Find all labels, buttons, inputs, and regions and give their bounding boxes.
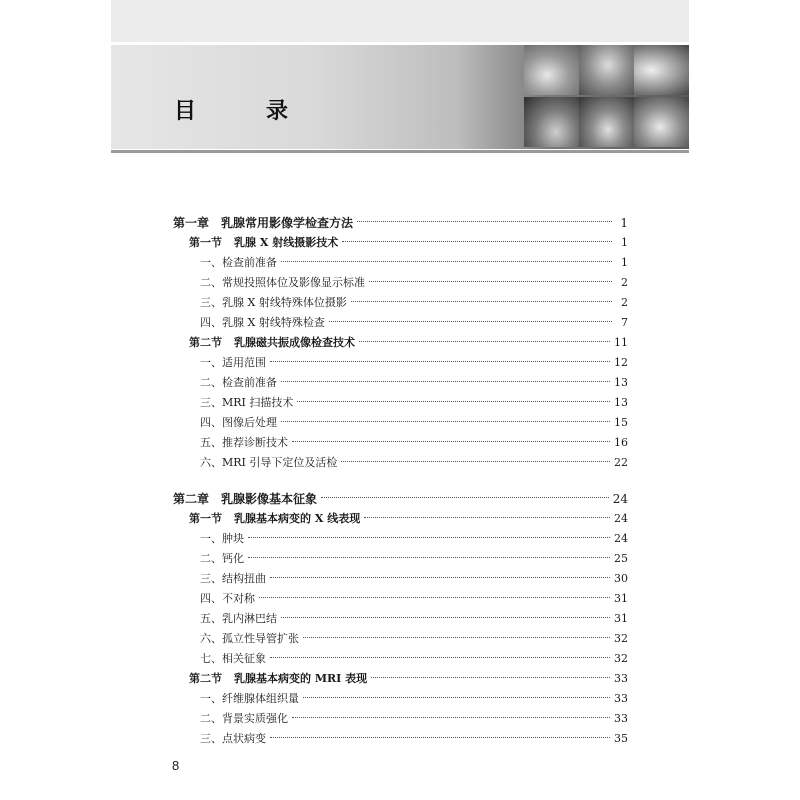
dot-leader xyxy=(342,240,612,242)
toc-entry-title: 二、背景实质强化 xyxy=(200,712,288,725)
toc-item-entry[interactable] xyxy=(173,589,628,609)
toc-entry-title: 四、图像后处理 xyxy=(200,416,277,429)
toc-entry-label xyxy=(200,353,266,373)
toc-entry-title: 二、检查前准备 xyxy=(200,376,277,389)
toc-section-entry[interactable] xyxy=(173,509,628,529)
toc-entry-title: 一、肿块 xyxy=(200,532,244,545)
toc-entry-title: 乳腺影像基本征象 xyxy=(221,492,318,506)
toc-entry-label xyxy=(200,453,337,473)
toc-item-entry[interactable] xyxy=(173,549,628,569)
toc-entry-page-number: 31 xyxy=(614,592,628,605)
toc-entry-title: 一、检查前准备 xyxy=(200,256,277,269)
dot-leader xyxy=(351,300,612,302)
mammogram-image xyxy=(634,45,689,95)
toc-entry-label xyxy=(200,549,244,569)
dot-leader xyxy=(292,716,610,718)
toc-entry-label xyxy=(189,669,367,689)
dot-leader xyxy=(364,516,610,518)
toc-entry-title: 一、适用范围 xyxy=(200,356,266,369)
toc-entry-title: 七、相关征象 xyxy=(200,652,266,665)
dot-leader xyxy=(281,380,610,382)
dot-leader xyxy=(270,736,610,738)
toc-entry-page-number: 22 xyxy=(614,456,628,469)
breast-mri-image xyxy=(524,97,582,147)
toc-entry-label xyxy=(189,333,355,353)
toc-entry-number: 第一节 xyxy=(189,512,222,525)
toc-entry-label xyxy=(200,689,299,709)
toc-item-entry[interactable] xyxy=(173,569,628,589)
toc-entry-page-number: 2 xyxy=(621,296,628,309)
toc-entry-label xyxy=(200,729,266,749)
toc-entry-page-number: 35 xyxy=(614,732,628,745)
toc-entry-number: 第一章 xyxy=(173,216,210,230)
toc-entry-label xyxy=(200,413,277,433)
toc-entry-title: 三、乳腺 X 射线特殊体位摄影 xyxy=(200,296,347,309)
mammography-images-strip xyxy=(524,45,689,149)
chapter-spacer xyxy=(173,473,628,489)
toc-entry-label xyxy=(200,253,277,273)
toc-entry-title: 二、常规投照体位及影像显示标准 xyxy=(200,276,365,289)
toc-item-entry[interactable] xyxy=(173,453,628,473)
toc-entry-title: 乳腺基本病变的 X 线表现 xyxy=(234,512,361,525)
toc-entry-label xyxy=(200,589,255,609)
toc-entry-page-number: 24 xyxy=(614,532,628,545)
toc-entry-label xyxy=(200,709,288,729)
toc-entry-page-number: 32 xyxy=(614,652,628,665)
toc-item-entry[interactable] xyxy=(173,293,628,313)
toc-chapter-entry[interactable] xyxy=(173,213,628,233)
dot-leader xyxy=(297,400,610,402)
toc-entry-page-number: 13 xyxy=(614,396,628,409)
toc-entry-label xyxy=(200,293,347,313)
dot-leader xyxy=(270,656,610,658)
toc-entry-title: 三、MRI 扫描技术 xyxy=(200,396,294,409)
toc-chapter-entry[interactable] xyxy=(173,489,628,509)
dot-leader xyxy=(341,460,610,462)
toc-entry-page-number: 16 xyxy=(614,436,628,449)
toc-entry-title: 五、推荐诊断技术 xyxy=(200,436,288,449)
toc-item-entry[interactable] xyxy=(173,689,628,709)
toc-entry-page-number: 33 xyxy=(614,672,628,685)
dot-leader xyxy=(270,576,610,578)
dot-leader xyxy=(270,360,610,362)
toc-entry-number: 第二章 xyxy=(173,492,210,506)
toc-item-entry[interactable] xyxy=(173,413,628,433)
toc-entry-page-number: 1 xyxy=(621,256,628,269)
toc-entry-title: 一、纤维腺体组织量 xyxy=(200,692,299,705)
toc-entry-number: 第二节 xyxy=(189,336,222,349)
toc-entry-page-number: 13 xyxy=(614,376,628,389)
toc-section-entry[interactable] xyxy=(173,669,628,689)
toc-entry-label xyxy=(173,213,353,233)
toc-entry-page-number: 25 xyxy=(614,552,628,565)
breast-mri-image xyxy=(579,97,637,147)
toc-entry-title: 六、MRI 引导下定位及活检 xyxy=(200,456,338,469)
toc-entry-title: 六、孤立性导管扩张 xyxy=(200,632,299,645)
toc-entry-label xyxy=(189,233,338,253)
toc-entry-page-number: 1 xyxy=(621,236,628,249)
mammogram-image xyxy=(524,45,582,95)
toc-entry-label xyxy=(200,649,266,669)
toc-entry-label xyxy=(200,373,277,393)
toc-entry-title: 乳腺基本病变的 MRI 表现 xyxy=(234,672,368,685)
dot-leader xyxy=(248,556,610,558)
toc-entry-title: 四、乳腺 X 射线特殊检查 xyxy=(200,316,325,329)
toc-item-entry[interactable] xyxy=(173,709,628,729)
toc-entry-page-number: 1 xyxy=(620,216,628,230)
toc-item-entry[interactable] xyxy=(173,729,628,749)
toc-entry-label xyxy=(200,529,244,549)
dot-leader xyxy=(321,496,609,498)
toc-entry-page-number: 30 xyxy=(614,572,628,585)
toc-item-entry[interactable] xyxy=(173,609,628,629)
toc-item-entry[interactable] xyxy=(173,313,628,333)
dot-leader xyxy=(281,616,610,618)
toc-item-entry[interactable] xyxy=(173,373,628,393)
toc-item-entry[interactable] xyxy=(173,629,628,649)
toc-item-entry[interactable] xyxy=(173,253,628,273)
toc-entry-page-number: 7 xyxy=(621,316,628,329)
header-top-band xyxy=(111,0,689,42)
toc-entry-number: 第一节 xyxy=(189,236,222,249)
toc-entry-label xyxy=(200,569,266,589)
toc-item-entry[interactable] xyxy=(173,529,628,549)
toc-item-entry[interactable] xyxy=(173,353,628,373)
page-number: 8 xyxy=(172,758,180,773)
toc-entry-page-number: 31 xyxy=(614,612,628,625)
toc-entry-title: 二、钙化 xyxy=(200,552,244,565)
toc-item-entry[interactable] xyxy=(173,273,628,293)
mammogram-image xyxy=(579,45,637,95)
toc-item-entry[interactable] xyxy=(173,649,628,669)
toc-entry-label xyxy=(200,273,365,293)
dot-leader xyxy=(371,676,610,678)
toc-entry-title: 五、乳内淋巴结 xyxy=(200,612,277,625)
toc-entry-label xyxy=(200,629,299,649)
dot-leader xyxy=(369,280,612,282)
toc-entry-label xyxy=(200,609,277,629)
toc-entry-label xyxy=(173,489,317,509)
toc-entry-page-number: 11 xyxy=(614,336,628,349)
toc-entry-page-number: 24 xyxy=(612,492,628,506)
page-title: 目 录 xyxy=(174,98,313,124)
dot-leader xyxy=(303,636,610,638)
dot-leader xyxy=(359,340,610,342)
toc-entry-page-number: 33 xyxy=(614,712,628,725)
toc-section-entry[interactable] xyxy=(173,333,628,353)
toc-entry-label xyxy=(200,313,325,333)
toc-entry-title: 乳腺 X 射线摄影技术 xyxy=(234,236,339,249)
toc-item-entry[interactable] xyxy=(173,433,628,453)
toc-entry-page-number: 2 xyxy=(621,276,628,289)
toc-entry-title: 四、不对称 xyxy=(200,592,255,605)
toc-entry-label xyxy=(189,509,360,529)
toc-entry-number: 第二节 xyxy=(189,672,222,685)
dot-leader xyxy=(303,696,610,698)
breast-mri-image xyxy=(634,97,689,147)
header-rule xyxy=(111,150,689,153)
dot-leader xyxy=(259,596,610,598)
dot-leader xyxy=(248,536,610,538)
dot-leader xyxy=(281,260,612,262)
dot-leader xyxy=(292,440,610,442)
toc-entry-page-number: 24 xyxy=(614,512,628,525)
toc-item-entry[interactable] xyxy=(173,393,628,413)
dot-leader xyxy=(281,420,610,422)
toc-entry-page-number: 33 xyxy=(614,692,628,705)
toc-entry-page-number: 15 xyxy=(614,416,628,429)
toc-entry-page-number: 12 xyxy=(614,356,628,369)
toc-entry-title: 乳腺常用影像学检查方法 xyxy=(221,216,354,230)
dot-leader xyxy=(329,320,612,322)
toc-entry-label xyxy=(200,433,288,453)
toc-entry-label xyxy=(200,393,293,413)
toc-entry-title: 三、点状病变 xyxy=(200,732,266,745)
toc-entry-title: 乳腺磁共振成像检查技术 xyxy=(234,336,355,349)
toc-section-entry[interactable] xyxy=(173,233,628,253)
table-of-contents xyxy=(173,213,628,749)
dot-leader xyxy=(357,220,612,222)
toc-entry-title: 三、结构扭曲 xyxy=(200,572,266,585)
toc-entry-page-number: 32 xyxy=(614,632,628,645)
